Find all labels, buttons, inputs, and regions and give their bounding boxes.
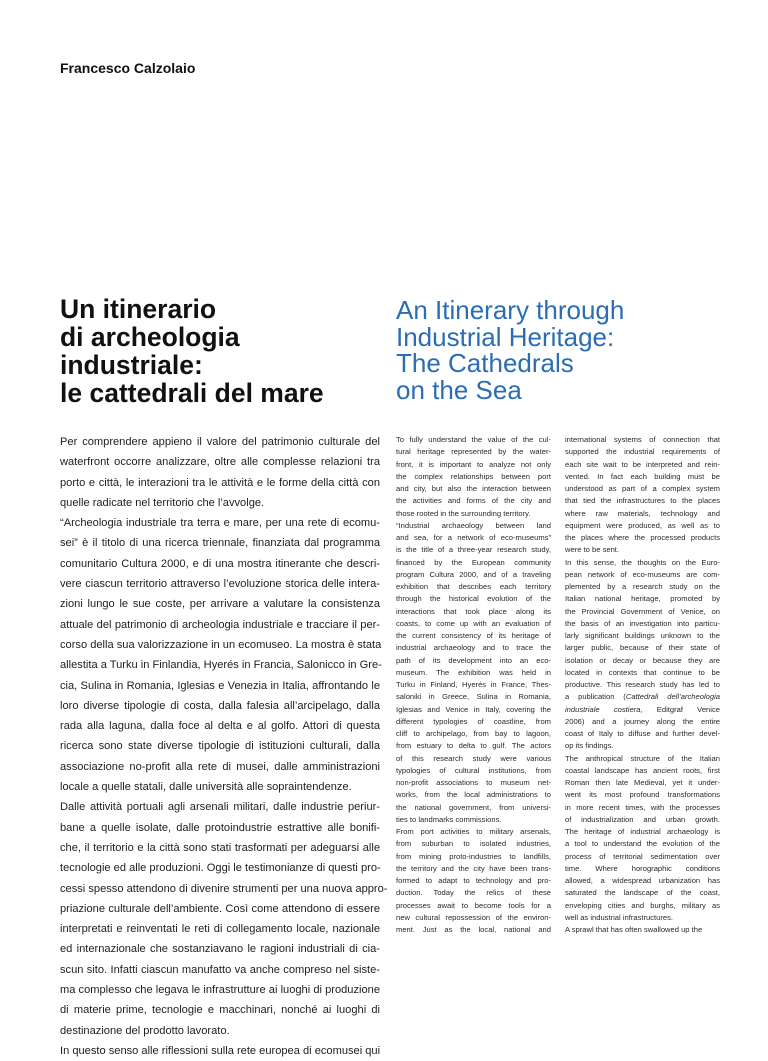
text-line: is the title of a three-year research study, — [396, 545, 551, 555]
text-line: Turku in Finland, Hyerés in France, Thes- — [396, 680, 551, 689]
text-line: interactions that took place along its — [396, 606, 551, 616]
text-line: front, it is important to analyze not only — [396, 459, 551, 469]
text-line: che, il territorio e la città sono stati trasformati per adeguarsi alle — [60, 841, 380, 854]
text-line: typologies of cultural institutions, from — [396, 765, 551, 775]
text-line: program Cultura 2000, and of a traveling — [396, 569, 551, 579]
title-it-line: le cattedrali del mare — [60, 378, 324, 408]
text-line: tural heritage represented by the water- — [396, 447, 551, 457]
text-line: ties to landmarks commissions. — [396, 814, 502, 824]
text-line: exhibition that describes each territory — [396, 582, 551, 591]
text-line: attuale del patrimonio di archeologia industriale e tracciare il per- — [60, 618, 380, 631]
text-line: “Archeologia industriale tra terra e mare, per una rete di ecomu- — [60, 517, 380, 530]
text-line: bane a quelle isolate, dalle protoindustrie estrattive alle bonifi- — [60, 821, 380, 834]
text-line: international systems of connection that — [565, 435, 720, 444]
text-line: process of territorial sedimentation over — [565, 851, 720, 861]
text-line: ed internazionale che sostanziavano le ragioni industriali di cia- — [60, 943, 380, 956]
text-line: In this sense, the thoughts on the Euro- — [565, 557, 720, 567]
text-line: the national government, from universi- — [396, 802, 551, 812]
text-line: and sea, for a network of eco-museums” — [396, 533, 551, 542]
text-line: larly significant buildings unknown to the — [565, 631, 720, 640]
text-line: saloniki in Greece, Sulina in Romania, — [396, 692, 551, 702]
text-line: that tied the infrastructures to the places — [565, 496, 720, 506]
text-line: The anthropical structure of the Italian — [565, 753, 720, 763]
text-line: understood as part of a complex system — [565, 484, 720, 493]
text-line: allestita a Turku in Finlandia, Hyerés in Francia, Salonicco in Gre- — [60, 659, 382, 672]
text-line: ma complesso che legava le infrastrutture ai luoghi di produzione — [60, 984, 380, 997]
text-line: 2006) and a journey along the entire — [565, 716, 720, 726]
text-line: di materie prime, tecnologie e macchinari, nonché ai luoghi di — [60, 1004, 380, 1017]
text-line: a tool to understand the evolution of the — [565, 839, 720, 849]
text-line: coast of Italy to diffuse and further devel- — [565, 729, 720, 738]
text-line: the complex relationships between port — [396, 471, 551, 481]
text-line: equipment were produced, as well as to — [565, 520, 720, 530]
text-line: the places where the processed products — [565, 533, 720, 542]
text-line: sei” è il titolo di una ricerca triennale, finanziata dal programma — [60, 537, 380, 550]
text-line: Per comprendere appieno il valore del patrimonio culturale del — [60, 436, 380, 448]
text-line: processes await to become tools for a — [396, 900, 551, 910]
text-line: zioni lungo le sue coste, per arrivare a valutare la consistenza — [60, 598, 380, 611]
text-line: the territory and the city have been trans- — [396, 863, 551, 873]
text-line: In questo senso alle riflessioni sulla rete europea di ecomusei qui — [60, 1044, 381, 1057]
text-line: each site wait to be interpreted and rein- — [565, 459, 720, 469]
title-en-line: on the Sea — [396, 374, 522, 405]
title-en-line: An Itinerary through — [396, 295, 625, 325]
title-it-line: industriale: — [60, 350, 203, 380]
title-en-line: The Cathedrals — [396, 348, 574, 378]
text-line: scun sito. Infatti ciascun manufatto va anche compreso nel siste- — [60, 963, 380, 976]
text-line: financed by the European community — [396, 557, 551, 567]
text-line: loro diverse tipologie di costa, dalla falesia all’arcipelago, dalla — [60, 699, 380, 712]
text-line: cliff to archipelago, from bay to lagoon, — [396, 729, 551, 738]
text-line: from mining proto-industries to landfills, — [396, 851, 551, 861]
text-line: larger public, because of their state of — [565, 643, 720, 653]
text-line: and city, but also the interaction between — [396, 484, 551, 493]
text-line: A sprawl that has often swallowed up the — [565, 925, 703, 934]
text-line: path of its development into an eco- — [396, 655, 551, 665]
text-line: cessi spesso attendono di divenire strumenti per una nuova appro- — [60, 882, 388, 895]
text-line: vented. In fact each building must be — [565, 471, 720, 481]
text-line: the basis of an investigation into particu- — [565, 618, 720, 628]
text-line: of this research study were various — [396, 753, 551, 763]
text-line: enveloping cities and burghs, military as — [565, 900, 720, 910]
text-line: where raw materials, technology and — [565, 508, 720, 518]
text-line: “Industrial archaeology between land — [396, 520, 551, 530]
text-line: Dalle attività portuali agli arsenali militari, dalle industrie periur- — [60, 801, 380, 814]
text-line: interpretati e reinventati le reti di collegamento locale, nazionale — [60, 923, 380, 936]
publication-title: industriale costiera — [565, 704, 641, 714]
text-line: Iglesias and Venice in Italy, covering the — [396, 704, 551, 714]
text-line: op its findings. — [565, 741, 614, 751]
author-name: Francesco Calzolaio — [60, 60, 196, 76]
text-line: allowed, a widespread urbanization has — [565, 876, 720, 885]
text-line: From port activities to military arsenals, — [396, 827, 551, 836]
text-line: the current consistency of its heritage of — [396, 631, 551, 640]
text-line: rada alla laguna, dalla foce al delta e al golfo. Attori di questa — [60, 720, 380, 733]
text-line: industrial archaeology and to trace the — [396, 643, 551, 653]
text-line: the Provincial Government of Venice, on — [565, 606, 720, 616]
text-line: vere ciascun territorio attraverso l’evoluzione storica delle intera- — [60, 578, 380, 591]
text-line: tecnologie ed alle produzioni. Oggi le testimonianze di questi pro- — [60, 862, 381, 875]
text-line: saturated the landscape of the coast, — [565, 888, 720, 898]
text-line: the activities and forms of the city and — [396, 496, 551, 506]
text-line: corso della sua valorizzazione in un ecomuseo. La mostra è stata — [60, 638, 382, 651]
body-english-column-2 — [565, 434, 720, 936]
text-line: in more recent times, with the processes — [565, 802, 720, 812]
text-line: cia, Sulina in Romania, Iglesias e Venezia in Italia, affrontando le — [60, 679, 380, 692]
text-line: time. Where horographic conditions — [565, 863, 720, 873]
text-line: duction. Today the relics of these — [396, 888, 551, 898]
title-en-line: Industrial Heritage: — [396, 321, 615, 352]
text-line: went its most profound transformations — [565, 790, 720, 800]
text-line: Roman then late Medieval, yet it under- — [565, 778, 720, 787]
text-line: porto e città, le interazioni tra le attività e le forme della città con — [60, 476, 380, 489]
text-line: from estuary to delta to gulf. The actors — [396, 741, 551, 751]
text-line: productive. This research study has led to — [565, 680, 720, 689]
text-line: comunitario Cultura 2000, e di una mostra itinerante che descri- — [60, 557, 380, 570]
text-line: through the historical evolution of the — [396, 594, 551, 604]
text-line: waterfront occorre analizzare, oltre alle complesse relazioni tra — [60, 456, 380, 469]
text-line: museum. The exhibition was held in — [396, 667, 551, 677]
text-line: a publication (Cattedrali dell’archeologia — [565, 692, 720, 702]
text-line: quelle radicate nel territorio che l’avvolge. — [60, 496, 265, 509]
text-line: locale a quelle statali, dalle università alle sopraintendenze. — [60, 781, 352, 794]
text-line: those rooted in the surrounding territory. — [396, 508, 531, 518]
text-line: of industrialization and urban growth. — [565, 814, 720, 824]
text-line: plemented by a research study on the — [565, 582, 720, 591]
text-line: The heritage of industrial archaeology is — [565, 827, 720, 836]
text-line: from suburban to isolated industries, — [396, 839, 551, 849]
text-line: supported the industrial requirements of — [565, 447, 720, 457]
text-line: formed to adapt to technology and pro- — [396, 876, 551, 885]
text-line: pean network of eco-museums are com- — [565, 569, 720, 579]
publication-title: Cattedrali dell’archeologia — [625, 692, 720, 702]
text-line: works, from the local administrations to — [396, 790, 551, 800]
text-line: located in contexts that continue to be — [565, 667, 720, 677]
text-line: Italian national heritage, promoted by — [565, 594, 720, 604]
text-line: well as industrial infrastructures. — [565, 912, 674, 922]
text-line: ricerca sono state diverse tipologie di istituzioni culturali, dalla — [60, 740, 380, 753]
text-line: industriale costiera, Editgraf Venice — [565, 704, 720, 714]
text-line: different typologies of coastline, from — [396, 716, 551, 726]
title-it-line: Un itinerario — [60, 294, 217, 324]
text-line: priazione culturale dell’ambiente. Così come attendono di essere — [60, 902, 380, 915]
text-line: new cultural repossession of the environ- — [396, 912, 551, 922]
title-it-line: di archeologia — [60, 322, 240, 352]
title-italian — [60, 295, 380, 407]
body-italian-column — [60, 432, 388, 1061]
body-english-column-1 — [396, 434, 551, 936]
text-line: coasts, to come up with an evaluation of — [396, 618, 551, 628]
text-line: isolation or decay or because they are — [565, 655, 720, 665]
title-english — [396, 297, 716, 403]
text-line: To fully understand the value of the cul- — [396, 435, 551, 444]
text-line: non-profit associations to museum net- — [396, 778, 551, 787]
text-line: coastal landscape has ancient roots, first — [565, 765, 720, 775]
text-line: destinazione del prodotto lavorato. — [60, 1024, 230, 1037]
text-line: ment. Just as the local, national and — [396, 925, 551, 934]
text-line: were to be sent. — [565, 545, 620, 555]
text-line: associazione no-profit alla rete di musei, dalle amministrazioni — [60, 760, 380, 773]
